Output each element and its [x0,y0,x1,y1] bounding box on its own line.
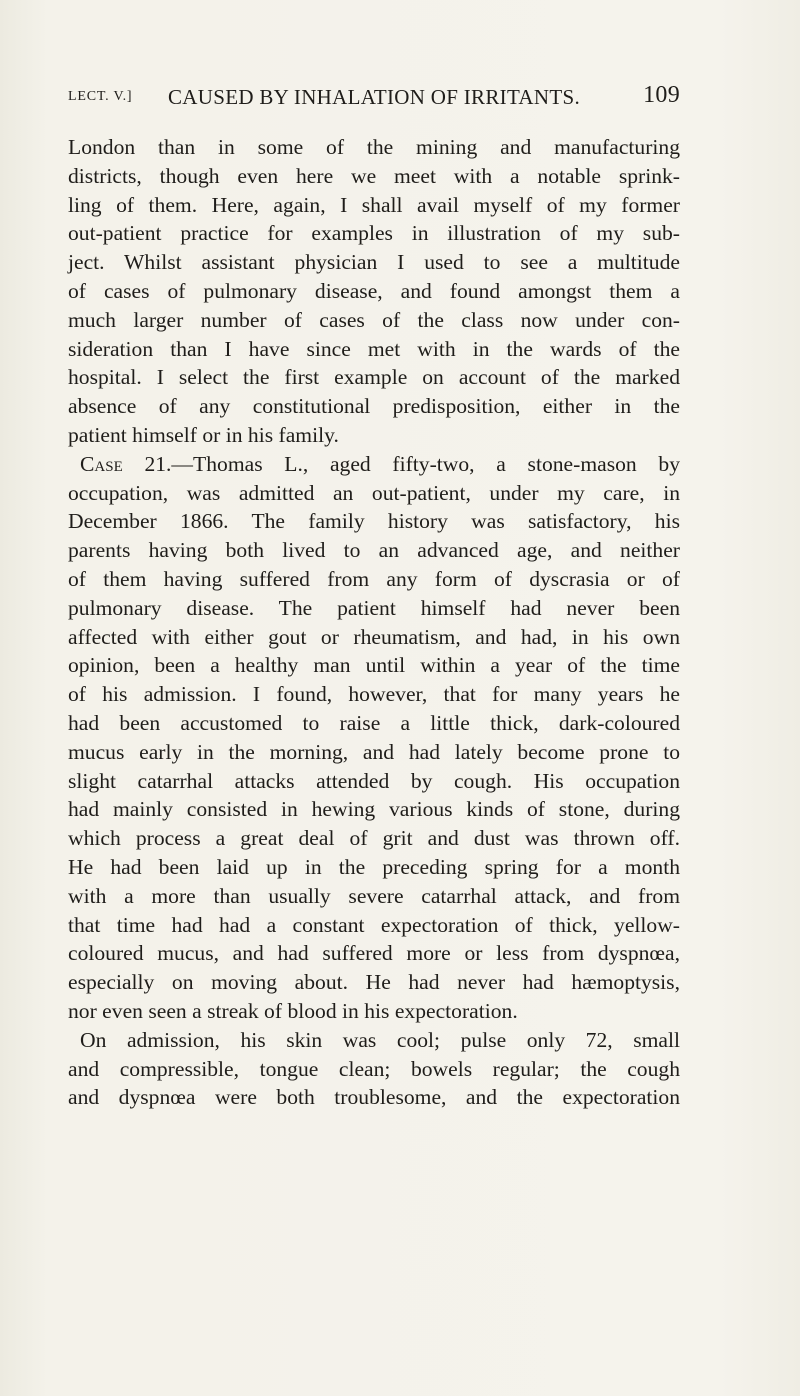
text-line: much larger number of cases of the class now under con- [68,307,680,332]
text-line: coloured mucus, and had suffered more or less from dyspnœa, [68,941,680,966]
body-text [68,133,680,1112]
text-line: On admission, his skin was cool; pulse only 72, small [80,1027,680,1052]
text-line: sideration than I have since met with in the wards of the [68,336,680,361]
text-line: out-patient practice for examples in illustration of my sub- [68,221,680,246]
text-line: mucus early in the morning, and had lately become prone to [68,739,680,764]
text-line: London than in some of the mining and manufacturing [68,135,680,159]
text-line: occupation, was admitted an out-patient, under my care, in [68,480,680,505]
text-line: ject. Whilst assistant physician I used to see a multitude [68,250,680,275]
text-line: of cases of pulmonary disease, and found amongst them a [68,278,680,303]
text-line: opinion, been a healthy man until within a year of the time [68,653,680,678]
text-line: had mainly consisted in hewing various kinds of stone, during [68,797,680,822]
text-line: affected with either gout or rheumatism, and had, in his own [68,624,680,649]
text-line: pulmonary disease. The patient himself had never been [68,595,680,620]
running-title: CAUSED BY INHALATION OF IRRITANTS. [168,85,580,109]
text-line: of them having suffered from any form of dyscrasia or of [68,566,680,591]
text-line: patient himself or in his family. [68,422,339,447]
text-line: of his admission. I found, however, that for many years he [68,682,680,707]
text-line: had been accustomed to raise a little thick, dark-coloured [68,710,680,735]
case-heading-line: Case 21.—Thomas L., aged fifty-two, a stone-mason by [80,451,680,476]
text-line: that time had had a constant expectoration of thick, yellow- [68,912,680,937]
text-line: ling of them. Here, again, I shall avail myself of my former [68,192,680,217]
case-label: Case [80,451,123,476]
text-line: nor even seen a streak of blood in his expectoration. [68,998,518,1023]
text-line: especially on moving about. He had never had hæmoptysis, [68,970,680,995]
text-line: districts, though even here we meet with a notable sprink- [68,163,680,188]
text-line: and dyspnœa were both troublesome, and the expectoration [68,1085,680,1110]
text-line: slight catarrhal attacks attended by cough. His occupation [68,768,680,793]
text-line: parents having both lived to an advanced age, and neither [68,538,680,563]
lecture-label: LECT. V.] [68,89,133,104]
text-line: December 1866. The family history was satisfactory, his [68,509,680,534]
page-number: 109 [643,82,680,108]
text-line: absence of any constitutional predisposition, either in the [68,394,680,419]
text-line: which process a great deal of grit and dust was thrown off. [68,826,680,851]
text-line: with a more than usually severe catarrhal attack, and from [68,883,680,908]
text-line: hospital. I select the first example on account of the marked [68,365,680,390]
text-line: He had been laid up in the preceding spring for a month [68,854,680,879]
text-line: and compressible, tongue clean; bowels regular; the cough [68,1056,680,1081]
running-header [68,82,680,116]
